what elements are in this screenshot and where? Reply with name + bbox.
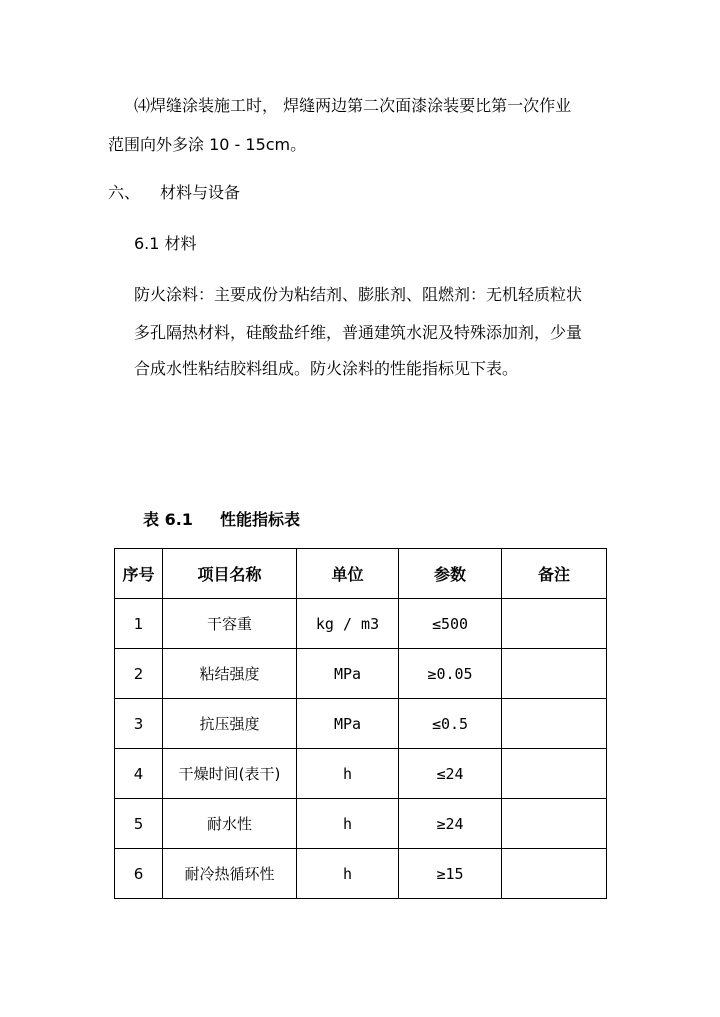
table-row xyxy=(115,649,607,699)
cell-unit: h xyxy=(297,799,399,849)
cell-index: 5 xyxy=(115,799,163,849)
table-header-row xyxy=(115,549,607,599)
cell-param: ≤500 xyxy=(399,599,502,649)
table-caption-title: 性能指标表 xyxy=(220,510,301,529)
cell-param: ≥15 xyxy=(399,849,502,899)
cell-remark xyxy=(502,649,607,699)
cell-unit: MPa xyxy=(297,649,399,699)
cell-remark xyxy=(502,599,607,649)
paragraph-material-line-1: 防火涂料：主要成份为粘结剂、膨胀剂、阻燃剂：无机轻质粒状 xyxy=(134,285,583,304)
table-row xyxy=(115,599,607,649)
cell-index: 2 xyxy=(115,649,163,699)
paragraph-material-line-2: 多孔隔热材料，硅酸盐纤维，普通建筑水泥及特殊添加剂，少量 xyxy=(134,323,583,342)
cell-param: ≥0.05 xyxy=(399,649,502,699)
header-cell: 单位 xyxy=(297,549,399,599)
cell-index: 4 xyxy=(115,749,163,799)
paragraph-welding-line-1: ⑷焊缝涂装施工时， 焊缝两边第二次面漆涂装要比第一次作业 xyxy=(134,96,572,115)
cell-param: ≤0.5 xyxy=(399,699,502,749)
cell-remark xyxy=(502,699,607,749)
cell-remark xyxy=(502,799,607,849)
performance-table xyxy=(114,548,607,899)
cell-index: 3 xyxy=(115,699,163,749)
cell-remark xyxy=(502,749,607,799)
cell-unit: kg / m3 xyxy=(297,599,399,649)
cell-item: 干燥时间(表干) xyxy=(163,749,297,799)
table-row xyxy=(115,749,607,799)
subsection-title: 6.1 材料 xyxy=(134,234,197,253)
cell-item: 抗压强度 xyxy=(163,699,297,749)
header-cell: 序号 xyxy=(115,549,163,599)
section-title: 材料与设备 xyxy=(160,183,241,202)
cell-item: 耐冷热循环性 xyxy=(163,849,297,899)
cell-param: ≤24 xyxy=(399,749,502,799)
header-cell: 备注 xyxy=(502,549,607,599)
cell-item: 耐水性 xyxy=(163,799,297,849)
cell-unit: MPa xyxy=(297,699,399,749)
table-row xyxy=(115,849,607,899)
header-cell: 参数 xyxy=(399,549,502,599)
cell-index: 1 xyxy=(115,599,163,649)
cell-param: ≥24 xyxy=(399,799,502,849)
cell-item: 干容重 xyxy=(163,599,297,649)
cell-index: 6 xyxy=(115,849,163,899)
table-row xyxy=(115,699,607,749)
table-row xyxy=(115,799,607,849)
section-number: 六、 xyxy=(108,183,141,202)
table-caption-label: 表 6.1 xyxy=(143,510,193,529)
cell-remark xyxy=(502,849,607,899)
cell-unit: h xyxy=(297,749,399,799)
paragraph-welding-line-2: 范围向外多涂 10 - 15cm。 xyxy=(108,135,307,154)
paragraph-material-line-3: 合成水性粘结胶料组成。防火涂料的性能指标见下表。 xyxy=(134,359,519,378)
cell-item: 粘结强度 xyxy=(163,649,297,699)
cell-unit: h xyxy=(297,849,399,899)
header-cell: 项目名称 xyxy=(163,549,297,599)
